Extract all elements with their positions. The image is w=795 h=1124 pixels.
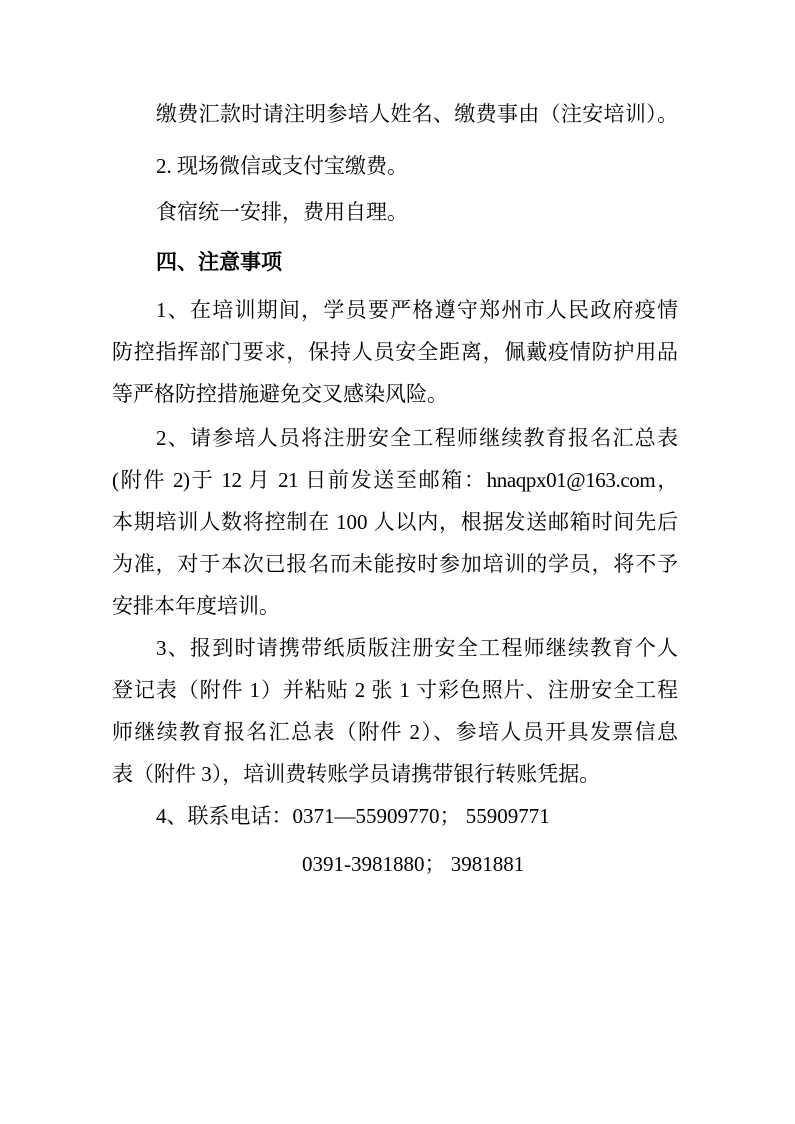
text-line: 本期培训人数将控制在 100 人以内，根据发送邮箱时间先后	[112, 510, 678, 534]
text-line: 3、报到时请携带纸质版注册安全工程师继续教育个人	[156, 636, 678, 660]
paragraph	[112, 289, 678, 415]
text-line: 为准，对于本次已报名而未能按时参加培训的学员，将不予	[112, 552, 678, 576]
paragraph	[112, 795, 678, 837]
text-line: 0391-3981880； 3981881	[302, 852, 525, 876]
paragraph	[112, 843, 678, 885]
document-content	[112, 93, 678, 885]
section	[112, 241, 678, 283]
paragraph	[112, 627, 678, 795]
text-line: 缴费汇款时请注明参培人姓名、缴费事由（注安培训）。	[156, 102, 678, 126]
section-heading: 四、注意事项	[156, 250, 282, 274]
paragraph	[112, 417, 678, 627]
text-line: 2、请参培人员将注册安全工程师继续教育报名汇总表	[156, 426, 678, 450]
text-line: 食宿统一安排，费用自理。	[156, 200, 408, 224]
text-line: 表（附件 3），培训费转账学员请携带银行转账凭据。	[112, 762, 601, 786]
text-line: 1、在培训期间，学员要严格遵守郑州市人民政府疫情	[156, 298, 678, 322]
paragraph	[112, 191, 678, 233]
text-line: 防控指挥部门要求，保持人员安全距离，佩戴疫情防护用品	[112, 340, 678, 364]
text-line: 2. 现场微信或支付宝缴费。	[156, 154, 408, 178]
text-line: 登记表（附件 1）并粘贴 2 张 1 寸彩色照片、注册安全工程	[112, 678, 678, 702]
text-line: 师继续教育报名汇总表（附件 2）、参培人员开具发票信息	[112, 720, 678, 744]
text-line: 4、联系电话：0371—55909770； 55909771	[156, 804, 550, 828]
text-line: 等严格防控措施避免交叉感染风险。	[112, 382, 448, 406]
paragraph	[112, 145, 678, 187]
text-line: (附件 2)于 12 月 21 日前发送至邮箱：hnaqpx01@163.com，	[112, 468, 678, 492]
paragraph	[112, 93, 678, 135]
text-line: 安排本年度培训。	[112, 594, 280, 618]
